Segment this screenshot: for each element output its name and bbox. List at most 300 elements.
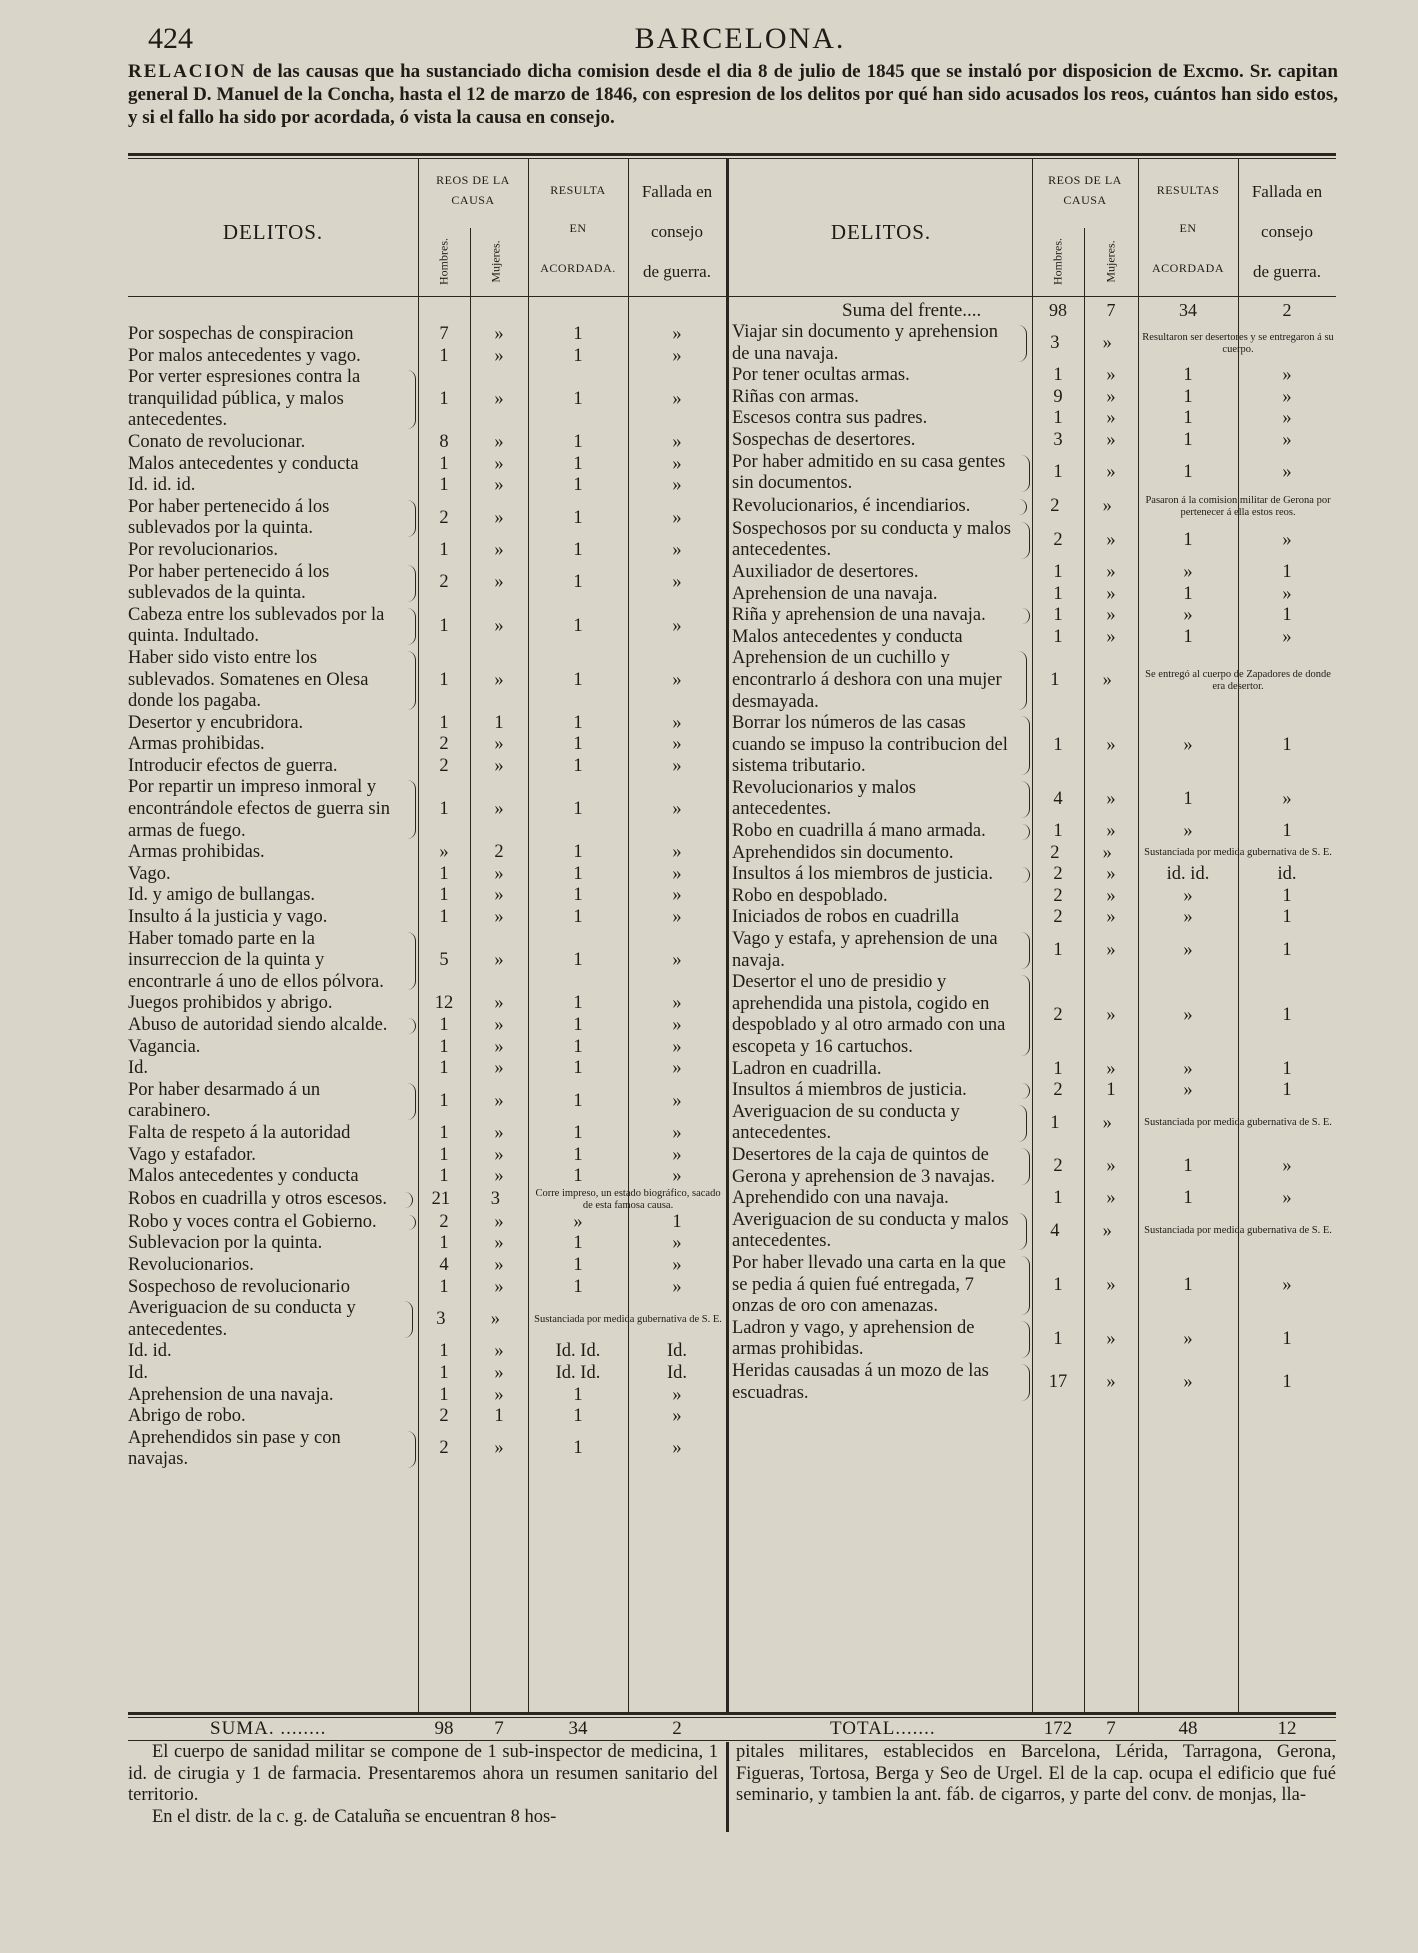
acordada-cell: Pasaron á la comision militar de Gerona por pertenecer á ella estos reos. <box>1145 494 1331 518</box>
sum-rule <box>128 1740 1336 1741</box>
suma-hombres: 98 <box>434 1718 454 1739</box>
delito-cell: Insultos á los miembros de justicia. <box>732 864 1032 886</box>
fallada-header-right-2: consejo <box>1261 222 1313 241</box>
mujeres-cell: » <box>494 345 504 366</box>
mujeres-cell: » <box>494 1122 504 1143</box>
consejo-cell: » <box>672 950 682 971</box>
mujeres-cell: » <box>494 799 504 820</box>
delito-cell: Malos antecedentes y conducta <box>128 1166 359 1187</box>
mujeres-cell: » <box>494 572 504 593</box>
delito-cell: Haber tomado parte en la insurreccion de la quinta y encontrarle á uno de ellos pólvora. <box>128 929 418 994</box>
consejo-cell: » <box>672 453 682 474</box>
hombres-cell: 1 <box>439 1144 449 1165</box>
consejo-cell: 1 <box>1282 1371 1292 1392</box>
total-acordada: 48 <box>1178 1718 1198 1739</box>
delito-cell: Averiguacion de su conducta y antecedentes. <box>732 1102 1029 1145</box>
hombres-cell: 1 <box>439 1341 449 1362</box>
delito-cell: Ladron en cuadrilla. <box>732 1058 882 1079</box>
delito-cell: Por sospechas de conspiracion <box>128 324 354 344</box>
hombres-cell: 2 <box>439 755 449 776</box>
hombres-cell: 1 <box>1053 734 1063 755</box>
mujeres-cell: » <box>494 907 504 928</box>
table-row <box>732 365 1336 387</box>
hombres-cell: 1 <box>1050 1112 1060 1133</box>
mujeres-cell: » <box>1106 386 1116 407</box>
consejo-cell: » <box>672 615 682 636</box>
delito-cell: Abuso de autoridad siendo alcalde. <box>128 1015 418 1037</box>
total-mujeres: 7 <box>1106 1718 1116 1739</box>
acordada-cell: 1 <box>573 1090 583 1111</box>
hombres-cell: 1 <box>439 345 449 366</box>
total-hombres: 172 <box>1043 1718 1073 1739</box>
mujeres-cell: » <box>1102 1112 1112 1133</box>
acordada-cell: 1 <box>573 1036 583 1057</box>
delito-cell: Por revolucionarios. <box>128 539 279 560</box>
acordada-cell: 1 <box>573 669 583 690</box>
acordada-cell: 1 <box>573 1166 583 1187</box>
delito-cell: Viajar sin documento y aprehension de una navaja. <box>732 322 1029 365</box>
mujeres-cell: » <box>1106 529 1116 550</box>
table-row <box>128 648 726 713</box>
resulta-header-left-1: RESULTA <box>550 183 606 197</box>
page-number: 424 <box>148 22 193 55</box>
hombres-cell: 1 <box>439 907 449 928</box>
acordada-cell: 1 <box>573 755 583 776</box>
consejo-cell: » <box>672 907 682 928</box>
delito-cell: Juegos prohibidos y abrigo. <box>128 993 333 1014</box>
delito-cell: Sospechoso de revolucionario <box>128 1276 350 1297</box>
mujeres-cell: » <box>1102 842 1112 863</box>
delito-cell: Id. <box>128 1058 149 1079</box>
table-row <box>732 387 1336 409</box>
acordada-cell: 1 <box>1183 529 1193 550</box>
delito-cell: Vago y estafa, y aprehension de una navaja. <box>732 929 1032 972</box>
mujeres-cell: » <box>494 1384 504 1405</box>
delito-cell: Haber sido visto entre los sublevados. Somatenes en Olesa donde los pagaba. <box>128 648 418 713</box>
acordada-cell: 1 <box>573 712 583 733</box>
table-row <box>128 540 726 562</box>
suma-mujeres: 7 <box>494 1718 504 1739</box>
delito-cell: Cabeza entre los sublevados por la quinta. Indultado. <box>128 605 418 648</box>
consejo-cell: 1 <box>672 1211 682 1232</box>
hombres-cell: 1 <box>439 453 449 474</box>
mujeres-cell: » <box>1106 1328 1116 1349</box>
consejo-cell: » <box>672 324 682 344</box>
delito-cell: Ladron y vago, y aprehension de armas prohibidas. <box>732 1318 1032 1361</box>
mujeres-cell: » <box>1106 788 1116 809</box>
hombres-cell: 2 <box>439 572 449 593</box>
consejo-cell: » <box>672 475 682 496</box>
acordada-cell: 1 <box>1183 365 1193 386</box>
hombres-cell: 1 <box>439 1362 449 1383</box>
hombres-header-right: Hombres. <box>1050 238 1065 285</box>
mujeres-cell: » <box>1106 626 1116 647</box>
consejo-cell: » <box>1282 788 1292 809</box>
hombres-cell: 2 <box>1053 1004 1063 1025</box>
mujeres-header-left: Mujeres. <box>488 240 503 283</box>
mujeres-cell: » <box>494 1090 504 1111</box>
hombres-cell: 1 <box>1053 1328 1063 1349</box>
table-row <box>128 907 726 929</box>
consejo-cell: 1 <box>1282 1004 1292 1025</box>
acordada-cell: 1 <box>573 1144 583 1165</box>
resulta-header-right-3: ACORDADA <box>1151 261 1224 275</box>
delito-cell: Id. id. <box>128 1341 172 1362</box>
mujeres-cell: » <box>1106 408 1116 429</box>
mujeres-cell: » <box>1106 1188 1116 1209</box>
consejo-cell: » <box>1282 365 1292 386</box>
acordada-cell: 1 <box>1183 1155 1193 1176</box>
acordada-cell: 1 <box>573 1276 583 1297</box>
acordada-cell: 1 <box>573 1058 583 1079</box>
table-row <box>732 821 1336 843</box>
hombres-cell: 17 <box>1048 1371 1068 1392</box>
middle-divider <box>726 158 729 1712</box>
hombres-cell: 4 <box>1050 1220 1060 1241</box>
acordada-cell: 1 <box>573 1384 583 1405</box>
reos-header-left: REOS DE LA CAUSA <box>436 173 510 207</box>
acordada-cell: » <box>1183 1058 1193 1079</box>
delito-cell: Robo en cuadrilla á mano armada. <box>732 821 1032 843</box>
hombres-cell: 21 <box>431 1188 451 1209</box>
consejo-cell: 1 <box>1282 939 1292 960</box>
delito-cell: Por haber llevado una carta en la que se pedia á quien fué entregada, 7 onzas de oro con amenazas. <box>732 1253 1032 1318</box>
table-row <box>732 972 1336 1058</box>
consejo-cell: » <box>672 755 682 776</box>
consejo-cell: » <box>1282 462 1292 483</box>
acordada-cell: » <box>1183 885 1193 906</box>
hombres-cell: 2 <box>439 734 449 755</box>
delito-cell: Revolucionarios. <box>128 1254 254 1275</box>
delito-cell: Escesos contra sus padres. <box>732 408 928 429</box>
delito-cell: Sublevacion por la quinta. <box>128 1233 323 1254</box>
acordada-cell: » <box>1183 605 1193 626</box>
consejo-cell: 1 <box>1282 561 1292 582</box>
delito-cell: Armas prohibidas. <box>128 734 265 755</box>
intro-lead: RELACION <box>128 61 247 82</box>
consejo-cell: » <box>1282 583 1292 604</box>
delito-cell: Vagancia. <box>128 1036 201 1057</box>
delito-cell: Por verter espresiones contra la tranquilidad pública, y malos antecedentes. <box>128 367 418 432</box>
delito-cell: Por haber desarmado á un carabinero. <box>128 1080 418 1123</box>
acordada-cell: 1 <box>573 345 583 366</box>
mujeres-cell: » <box>1106 1371 1116 1392</box>
mujeres-cell: » <box>1106 734 1116 755</box>
hombres-cell: 3 <box>1050 332 1060 353</box>
hombres-cell: 1 <box>439 669 449 690</box>
table-row <box>128 1255 726 1277</box>
delito-cell: Insulto á la justicia y vago. <box>128 907 328 928</box>
table-row <box>128 777 726 842</box>
suma-frente-consejo: 2 <box>1282 300 1292 320</box>
consejo-cell: 1 <box>1282 1080 1292 1101</box>
mujeres-cell: » <box>494 1254 504 1275</box>
delito-cell: Malos antecedentes y conducta <box>732 626 963 647</box>
footer-left-p2: En el distr. de la c. g. de Cataluña se encuentran 8 hos- <box>152 1806 557 1827</box>
mujeres-cell: » <box>494 1036 504 1057</box>
footer-right-p1: pitales militares, establecidos en Barcelona, Lérida, Tarragona, Gerona, Figueras, Tortosa, Berga y Seo de Urgel. El de la cap. ocupa el edificio que fué seminario, y tambien la ant. fáb. de cigarros, y parte del conv. de monjas, lla- <box>736 1742 1336 1806</box>
table-row <box>732 430 1336 452</box>
delito-cell: Malos antecedentes y conducta <box>128 453 359 474</box>
hombres-cell: 1 <box>439 1058 449 1079</box>
mujeres-cell: 1 <box>494 1406 504 1427</box>
delito-cell: Aprehendidos sin documento. <box>732 842 954 863</box>
acordada-cell: 1 <box>573 842 583 863</box>
delito-cell: Id. y amigo de bullangas. <box>128 885 316 906</box>
acordada-cell: 1 <box>573 1233 583 1254</box>
consejo-cell: » <box>672 842 682 863</box>
suma-frente-hombres: 98 <box>1049 300 1067 320</box>
acordada-cell: » <box>1183 1371 1193 1392</box>
mujeres-cell: » <box>1102 669 1112 690</box>
delito-cell: Borrar los números de las casas cuando se impuso la contribucion del sistema tributario. <box>732 713 1032 778</box>
mujeres-cell: » <box>494 453 504 474</box>
mujeres-cell: » <box>494 1362 504 1383</box>
hombres-cell: 1 <box>439 885 449 906</box>
table-row <box>732 605 1336 627</box>
hombres-cell: 1 <box>1053 1188 1063 1209</box>
total-label: TOTAL....... <box>830 1718 936 1739</box>
table-row <box>128 367 726 432</box>
mujeres-cell: » <box>494 885 504 906</box>
mujeres-cell: » <box>1106 429 1116 450</box>
consejo-cell: » <box>672 507 682 528</box>
mujeres-cell: » <box>494 1058 504 1079</box>
mujeres-cell: 1 <box>1106 1080 1116 1101</box>
table-row <box>128 1277 726 1299</box>
acordada-cell: » <box>1183 561 1193 582</box>
consejo-cell: » <box>1282 1155 1292 1176</box>
mujeres-cell: » <box>494 1438 504 1459</box>
mujeres-cell: » <box>494 1015 504 1035</box>
delito-cell: Por repartir un impreso inmoral y encontrándole efectos de guerra sin armas de fuego. <box>128 777 418 842</box>
acordada-cell: Se entregó al cuerpo de Zapadores de donde era desertor. <box>1145 668 1331 692</box>
suma-consejo: 2 <box>672 1718 682 1739</box>
table-row <box>732 322 1336 365</box>
footer-right <box>736 1742 1336 1807</box>
acordada-cell: 1 <box>573 453 583 474</box>
consejo-cell: » <box>672 1384 682 1405</box>
mujeres-cell: 2 <box>494 842 504 863</box>
left-table-body <box>128 324 726 1471</box>
consejo-cell: » <box>672 1036 682 1057</box>
hombres-cell: 2 <box>439 1438 449 1459</box>
delito-cell: Id. id. id. <box>128 475 196 496</box>
table-row <box>732 1145 1336 1188</box>
hombres-cell: 7 <box>439 324 449 344</box>
suma-frente-label: Suma del frente.... <box>842 300 982 321</box>
fallada-header-left-3: de guerra. <box>643 262 711 281</box>
table-row <box>732 1253 1336 1318</box>
mujeres-cell: » <box>1102 332 1112 353</box>
mujeres-cell: » <box>494 507 504 528</box>
acordada-cell: 1 <box>1183 583 1193 604</box>
hombres-cell: » <box>439 842 449 863</box>
table-row <box>128 864 726 886</box>
hombres-cell: 12 <box>434 993 454 1014</box>
mujeres-cell: » <box>494 755 504 776</box>
table-row <box>128 475 726 497</box>
table-row <box>128 1015 726 1037</box>
acordada-cell: Sustanciada por medida gubernativa de S. E. <box>1144 1117 1332 1129</box>
acordada-cell: » <box>1183 821 1193 842</box>
mujeres-cell: » <box>1106 939 1116 960</box>
hombres-cell: 2 <box>439 507 449 528</box>
delito-cell: Revolucionarios y malos antecedentes. <box>732 778 1032 821</box>
acordada-cell: 1 <box>573 539 583 560</box>
delito-cell: Aprehendido con una navaja. <box>732 1188 949 1209</box>
table-row <box>732 713 1336 778</box>
mujeres-cell: » <box>1102 495 1112 516</box>
footer-left <box>128 1742 718 1828</box>
table-row <box>128 432 726 454</box>
suma-frente-acordada: 34 <box>1179 300 1197 320</box>
table-row <box>128 1188 726 1212</box>
delito-cell: Robo en despoblado. <box>732 885 888 906</box>
consejo-cell: » <box>1282 529 1292 550</box>
acordada-cell: 1 <box>1183 462 1193 483</box>
delito-cell: Robos en cuadrilla y otros escesos. <box>128 1189 415 1211</box>
mujeres-cell: » <box>494 1211 504 1232</box>
acordada-cell: 1 <box>573 907 583 928</box>
table-row <box>128 1298 726 1341</box>
mujeres-cell: » <box>494 993 504 1014</box>
consejo-cell: » <box>672 1438 682 1459</box>
table-row <box>732 1102 1336 1145</box>
hombres-cell: 1 <box>1053 365 1063 386</box>
table-row <box>128 713 726 735</box>
table-row <box>732 1080 1336 1102</box>
acordada-cell: 1 <box>573 950 583 971</box>
hombres-cell: 1 <box>1053 462 1063 483</box>
hombres-cell: 1 <box>439 1166 449 1187</box>
table-row <box>128 756 726 778</box>
mujeres-cell: 1 <box>494 712 504 733</box>
mujeres-cell: 3 <box>490 1188 500 1209</box>
mujeres-cell: » <box>494 669 504 690</box>
table-row <box>128 1233 726 1255</box>
mujeres-cell: » <box>494 324 504 344</box>
table-row <box>128 605 726 648</box>
table-row <box>128 1406 726 1428</box>
table-header-rule <box>128 296 1336 297</box>
hombres-cell: 1 <box>1050 669 1060 690</box>
hombres-cell: 1 <box>439 539 449 560</box>
acordada-cell: 1 <box>573 799 583 820</box>
acordada-cell: 1 <box>573 1254 583 1275</box>
acordada-cell: 1 <box>1183 626 1193 647</box>
acordada-cell: » <box>573 1211 583 1232</box>
delito-cell: Por haber pertenecido á los sublevados de la quinta. <box>128 562 418 605</box>
hombres-cell: 1 <box>1053 821 1063 842</box>
acordada-cell: 1 <box>573 1122 583 1143</box>
hombres-cell: 2 <box>1050 495 1060 516</box>
table-row <box>128 1123 726 1145</box>
hombres-cell: 2 <box>1053 1080 1063 1101</box>
mujeres-cell: » <box>494 1166 504 1187</box>
table-row <box>128 1166 726 1188</box>
mujeres-cell: » <box>1106 605 1116 626</box>
suma-acordada: 34 <box>568 1718 588 1739</box>
consejo-cell: 1 <box>1282 821 1292 842</box>
resulta-header-left-2: EN <box>569 221 587 235</box>
consejo-cell: » <box>672 863 682 884</box>
delito-cell: Conato de revolucionar. <box>128 431 306 452</box>
delito-cell: Robo y voces contra el Gobierno. <box>128 1212 418 1234</box>
acordada-cell: 1 <box>573 388 583 409</box>
table-bottom-rule <box>128 1712 1336 1715</box>
table-row <box>732 886 1336 908</box>
mujeres-cell: » <box>490 1308 500 1329</box>
fallada-header-left-1: Fallada en <box>641 182 713 201</box>
table-row <box>732 1318 1336 1361</box>
delito-cell: Desertor el uno de presidio y aprehendida una pistola, cogido en despoblado y al otro armado con una escopeta y 16 cartuchos. <box>732 972 1032 1058</box>
delito-cell: Sospechosos por su conducta y malos antecedentes. <box>732 519 1032 562</box>
table-top-rule-2 <box>128 158 1336 159</box>
table-row <box>732 562 1336 584</box>
consejo-cell: » <box>672 993 682 1014</box>
consejo-cell: » <box>672 1406 682 1427</box>
acordada-cell: Sustanciada por medida gubernativa de S. E. <box>1144 1225 1332 1237</box>
consejo-cell: 1 <box>1282 734 1292 755</box>
hombres-cell: 2 <box>1050 842 1060 863</box>
mujeres-cell: » <box>494 539 504 560</box>
hombres-cell: 2 <box>1053 529 1063 550</box>
hombres-cell: 1 <box>439 475 449 496</box>
table-row <box>732 495 1336 519</box>
table-row <box>128 497 726 540</box>
table-row <box>732 452 1336 495</box>
delito-cell: Riñas con armas. <box>732 386 859 407</box>
delito-cell: Introducir efectos de guerra. <box>128 755 338 776</box>
table-row <box>128 1058 726 1080</box>
mujeres-cell: » <box>1106 885 1116 906</box>
reos-header-right: REOS DE LA CAUSA <box>1048 173 1122 207</box>
hombres-cell: 1 <box>439 1036 449 1057</box>
consejo-cell: » <box>672 1166 682 1187</box>
consejo-cell: » <box>672 572 682 593</box>
delito-cell: Por tener ocultas armas. <box>732 365 910 386</box>
delito-cell: Insultos á miembros de justicia. <box>732 1080 1032 1102</box>
table-row <box>128 1080 726 1123</box>
delito-cell: Heridas causadas á un mozo de las escuadras. <box>732 1361 1032 1404</box>
right-table-body <box>732 322 1336 1404</box>
hombres-cell: 1 <box>439 712 449 733</box>
consejo-cell: » <box>672 1122 682 1143</box>
table-row <box>732 519 1336 562</box>
acordada-cell: 1 <box>573 863 583 884</box>
consejo-cell: » <box>672 388 682 409</box>
delito-cell: Averiguacion de su conducta y malos antecedentes. <box>732 1210 1029 1253</box>
table-row <box>732 843 1336 865</box>
mujeres-cell: » <box>1106 1004 1116 1025</box>
acordada-cell: 1 <box>573 615 583 636</box>
consejo-cell: » <box>672 539 682 560</box>
table-row <box>128 1385 726 1407</box>
suma-frente-mujeres: 7 <box>1106 300 1116 320</box>
hombres-cell: 1 <box>439 1384 449 1405</box>
consejo-cell: » <box>672 799 682 820</box>
delito-cell: Abrigo de robo. <box>128 1406 246 1427</box>
mujeres-cell: » <box>1106 1058 1116 1079</box>
consejo-cell: » <box>672 712 682 733</box>
resulta-header-left-3: ACORDADA. <box>540 261 616 275</box>
table-row <box>732 1059 1336 1081</box>
table-row <box>732 1210 1336 1253</box>
mujeres-cell: » <box>494 615 504 636</box>
table-row <box>128 1212 726 1234</box>
consejo-cell: » <box>672 885 682 906</box>
